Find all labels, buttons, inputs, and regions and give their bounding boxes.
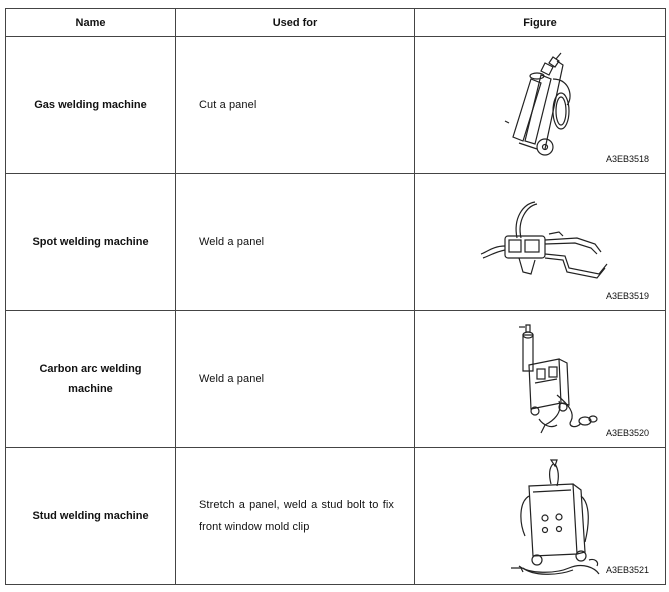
row-name: Spot welding machine [6,174,176,311]
table-row [6,37,666,174]
table-row [6,174,666,311]
row-name: Stud welding machine [6,448,176,585]
header-used-for: Used for [176,9,415,37]
figure-code: A3EB3518 [605,154,649,164]
table-row [6,448,666,585]
stud-welding-machine-icon [499,456,609,580]
header-name: Name [6,9,176,37]
figure-code: A3EB3520 [605,428,649,438]
row-figure [415,37,666,174]
header-row [6,9,666,37]
table-row [6,311,666,448]
row-figure [415,311,666,448]
row-used-for: Weld a panel [176,311,415,448]
row-name: Carbon arc welding machine [6,311,176,448]
row-figure [415,174,666,311]
figure-code: A3EB3521 [605,565,649,575]
row-figure [415,448,666,585]
carbon-arc-welding-machine-icon [499,321,599,439]
figure-code: A3EB3519 [605,291,649,301]
row-used-for: Stretch a panel, weld a stud bolt to fix front window mold clip [176,448,415,585]
header-figure: Figure [415,9,666,37]
row-name: Gas welding machine [6,37,176,174]
row-used-for: Weld a panel [176,174,415,311]
row-used-for: Cut a panel [176,37,415,174]
gas-welding-machine-icon [501,49,581,161]
welding-equipment-table [5,8,666,585]
spot-welding-machine-icon [479,198,619,288]
